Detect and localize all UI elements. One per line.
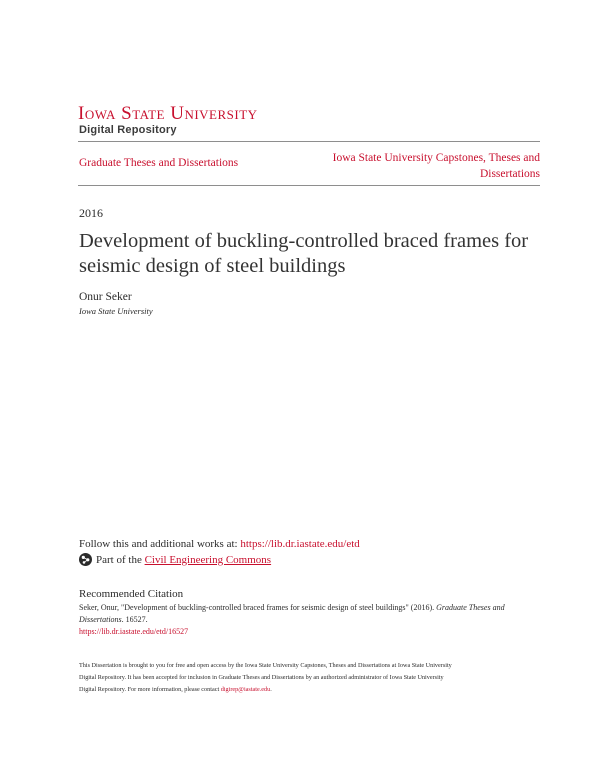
etd-url-link[interactable]: https://lib.dr.iastate.edu/etd bbox=[240, 538, 360, 550]
follow-line bbox=[79, 538, 360, 550]
author-name: Onur Seker bbox=[79, 291, 132, 303]
citation-url-link[interactable]: https://lib.dr.iastate.edu/etd/16527 bbox=[79, 627, 189, 636]
civil-engineering-commons-link[interactable] bbox=[145, 554, 272, 566]
citation-number: . 16527. bbox=[121, 615, 148, 624]
citation-body: Seker, Onur, "Development of buckling-controlled braced frames for seismic design of steel buildings" (2016). bbox=[79, 603, 437, 612]
part-of-prefix: Part of the bbox=[96, 553, 145, 566]
graduate-theses-link[interactable]: Graduate Theses and Dissertations bbox=[79, 157, 239, 169]
capstones-link[interactable]: Iowa State University Capstones, Theses and Dissertations bbox=[332, 152, 540, 180]
repository-subtitle: Digital Repository bbox=[79, 124, 177, 136]
notice-line-2: Digital Repository. It has been accepted for inclusion in Graduate Theses and Dissertations by an authorized administrator of Iowa State University bbox=[79, 674, 444, 681]
notice-line-3-prefix: Digital Repository. For more information, please contact bbox=[79, 686, 221, 693]
document-title: Development of buckling-controlled braced frames for seismic design of steel buildings bbox=[79, 230, 529, 277]
network-icon bbox=[79, 553, 92, 566]
citation-journal: Graduate Theses and Dissertations bbox=[79, 603, 505, 624]
contact-email-link[interactable]: digirep@iastate.edu bbox=[220, 686, 271, 693]
civil-engineering-commons-text: Civil Engineering Commons bbox=[144, 553, 272, 566]
header-rule bbox=[78, 141, 540, 142]
follow-text: Follow this and additional works at: bbox=[79, 538, 241, 550]
notice-line-1: This Dissertation is brought to you for free and open access by the Iowa State University Capstones, Theses and Dissertations at Iowa State University bbox=[79, 662, 452, 669]
publication-year: 2016 bbox=[79, 206, 103, 220]
part-of-line bbox=[79, 553, 271, 566]
collections-rule bbox=[78, 185, 540, 186]
access-notice bbox=[79, 660, 519, 696]
citation-text bbox=[79, 602, 524, 638]
notice-line-3-suffix: . bbox=[270, 686, 272, 693]
recommended-citation-heading: Recommended Citation bbox=[79, 588, 184, 600]
university-logo-title: Iowa State University bbox=[78, 103, 258, 124]
author-affiliation: Iowa State University bbox=[79, 306, 153, 316]
